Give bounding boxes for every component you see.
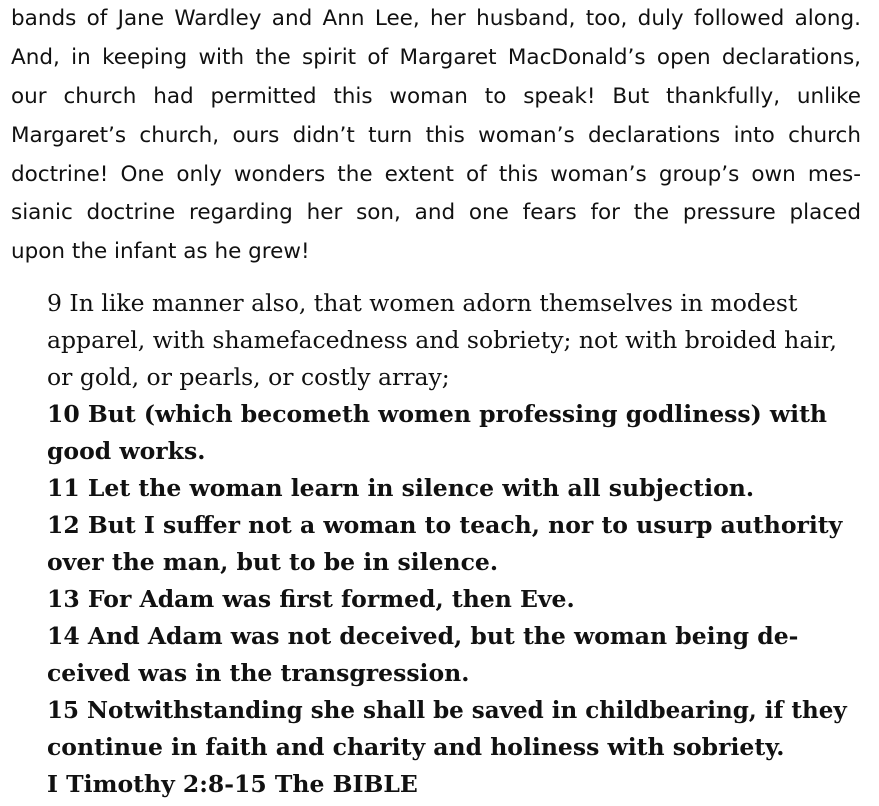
verse-15-line: continue in faith and charity and holiness with sobriety. xyxy=(47,733,785,761)
paragraph-line: And, in keeping with the spirit of Margaret MacDonald’s open declarations, xyxy=(11,44,861,70)
verse-15-line: 15 Notwithstanding she shall be saved in childbearing, if they xyxy=(47,697,847,724)
verse-10-line: good works. xyxy=(47,437,206,465)
verse-9-line: 9 In like manner also, that women adorn themselves in modest xyxy=(47,289,798,317)
verse-13-line: 13 For Adam was first formed, then Eve. xyxy=(47,585,575,613)
verse-9-line: or gold, or pearls, or costly array; xyxy=(47,363,450,391)
verse-14-line: 14 And Adam was not deceived, but the woman being de- xyxy=(47,622,799,650)
verse-9-line: apparel, with shamefacedness and sobriety; not with broided hair, xyxy=(47,326,837,354)
paragraph-line: our church had permitted this woman to speak! But thankfully, unlike xyxy=(11,83,861,109)
paragraph-line: upon the infant as he grew! xyxy=(11,239,310,265)
verse-14-line: ceived was in the transgression. xyxy=(47,659,470,687)
verse-11-line: 11 Let the woman learn in silence with all subjection. xyxy=(47,474,755,502)
paragraph-line: sianic doctrine regarding her son, and one fears for the pressure placed xyxy=(11,200,861,226)
verse-12-line: over the man, but to be in silence. xyxy=(47,548,499,576)
citation: I Timothy 2:8-15 The BIBLE xyxy=(47,770,418,798)
paragraph-line: doctrine! One only wonders the extent of this woman’s group’s own mes- xyxy=(11,161,861,187)
paragraph-line: Margaret’s church, ours didn’t turn this woman’s declarations into church xyxy=(11,122,861,148)
verse-10-line: 10 But (which becometh women professing godliness) with xyxy=(47,400,828,428)
commentary-paragraph xyxy=(11,0,861,272)
verse-12-line: 12 But I suffer not a woman to teach, nor to usurp authority xyxy=(47,511,843,539)
paragraph-line: bands of Jane Wardley and Ann Lee, her husband, too, duly followed along. xyxy=(11,6,861,31)
scripture-quotation xyxy=(47,285,847,803)
